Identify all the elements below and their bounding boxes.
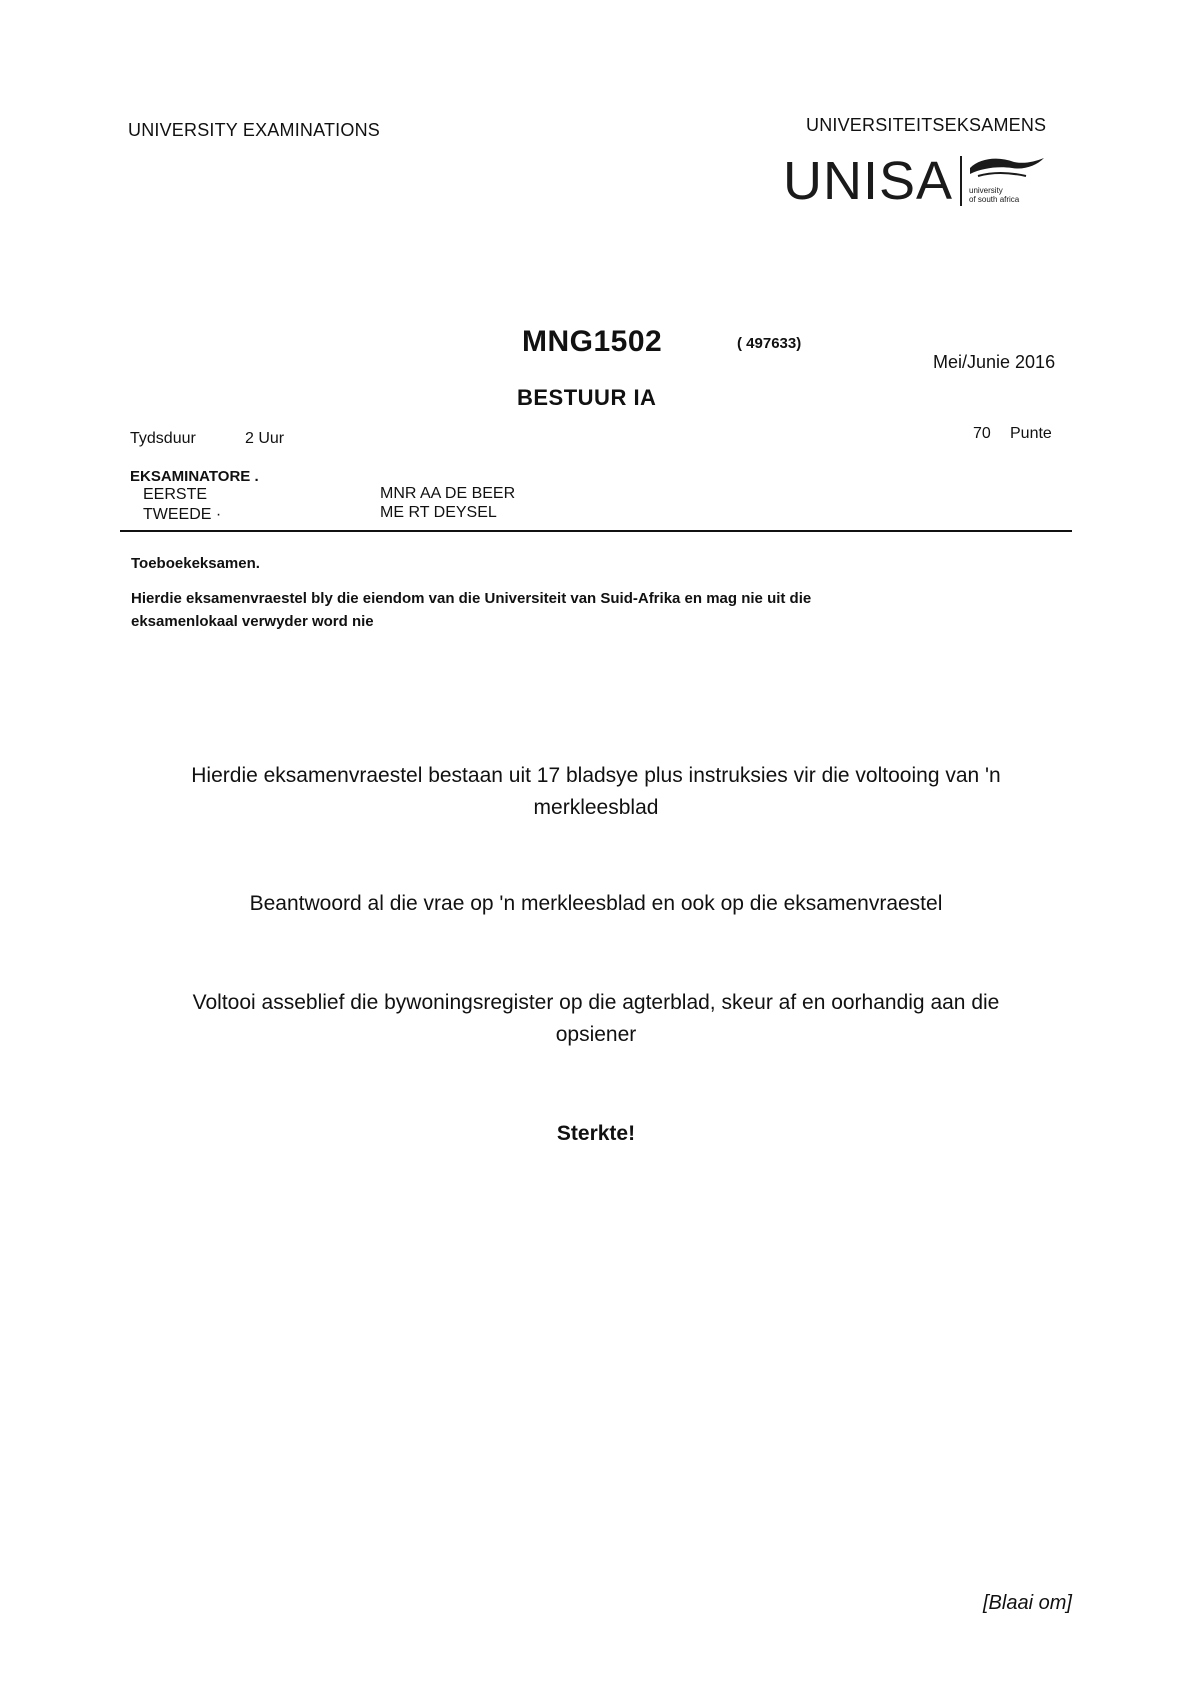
paper-number: ( 497633)	[737, 335, 802, 352]
logo-tagline-2: of south africa	[969, 195, 1020, 204]
register-instruction	[120, 987, 1072, 1051]
answer-instruction: Beantwoord al die vrae op 'n merkleesblad en ook op die eksamenvraestel	[249, 892, 943, 915]
first-examiner-name: MNR AA DE BEER	[380, 485, 516, 502]
logo-divider	[960, 156, 962, 206]
turn-over-note: [Blaai om]	[983, 1592, 1072, 1614]
second-examiner-name: ME RT DEYSEL	[380, 504, 497, 521]
marks-value: 70	[973, 425, 991, 442]
header-divider	[120, 530, 1072, 532]
page-count-instruction	[120, 760, 1072, 824]
logo-tagline-1: university	[969, 186, 1003, 195]
page-count-line-1: Hierdie eksamenvraestel bestaan uit 17 bladsye plus instruksies vir die voltooing van 'n	[191, 764, 1001, 787]
property-notice-line-1: Hierdie eksamenvraestel bly die eiendom van die Universiteit van Suid-Afrika en mag nie uit die	[131, 590, 812, 607]
bird-logo-icon	[968, 154, 1046, 184]
page-count-line-2: merkleesblad	[533, 796, 659, 819]
duration-label: Tydsduur	[130, 430, 196, 447]
first-examiner-label: EERSTE	[143, 486, 208, 503]
duration-value: 2 Uur	[245, 430, 285, 447]
exam-type-note: Toeboekeksamen.	[131, 555, 260, 572]
header-left: UNIVERSITY EXAMINATIONS	[128, 120, 380, 140]
register-line-1: Voltooi asseblief die bywoningsregister op die agterblad, skeur af en oorhandig aan die	[192, 991, 1000, 1014]
course-code: MNG1502	[522, 325, 663, 358]
header-right: UNIVERSITEITSEKSAMENS	[806, 115, 1047, 135]
logo-word: UNISA	[783, 151, 954, 211]
subject-title: BESTUUR IA	[517, 385, 657, 410]
marks-label: Punte	[1010, 425, 1052, 442]
exam-session: Mei/Junie 2016	[933, 352, 1056, 372]
second-examiner-label: TWEEDE ·	[143, 506, 222, 523]
register-line-2: opsiener	[555, 1023, 637, 1046]
property-notice-line-2: eksamenlokaal verwyder word nie	[131, 613, 374, 630]
good-luck-text: Sterkte!	[556, 1122, 636, 1145]
unisa-logo	[783, 150, 1048, 212]
examiners-heading: EKSAMINATORE .	[130, 468, 259, 485]
